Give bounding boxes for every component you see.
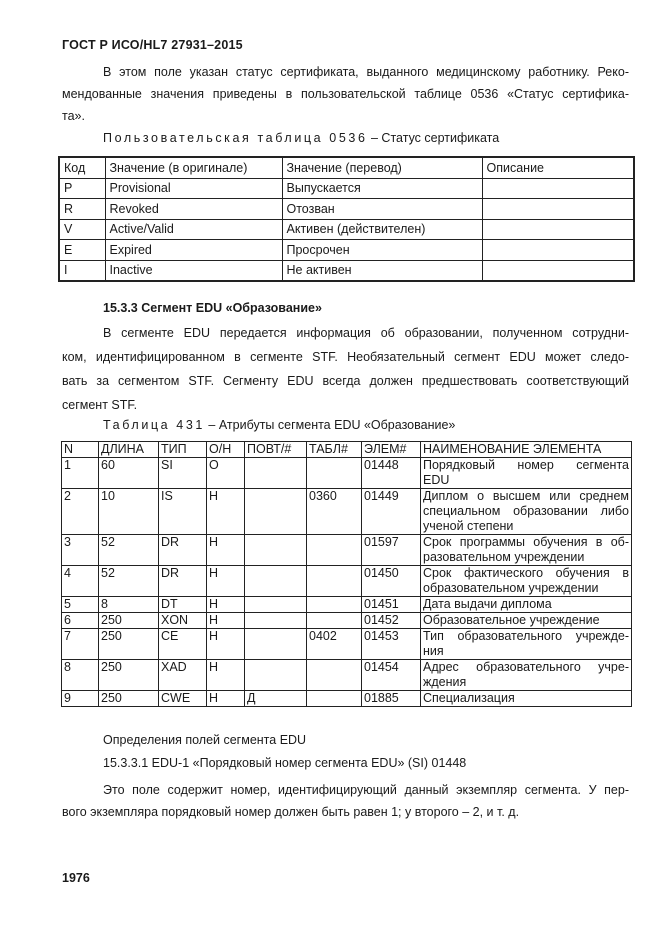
translation-cell: Отозван bbox=[282, 199, 482, 220]
table1-caption bbox=[103, 131, 499, 145]
edu-table-body bbox=[62, 458, 632, 707]
element-name-cell bbox=[421, 566, 632, 597]
text-line: вать за сегментом STF. Сегменту EDU всегда должен предшествовать соответствующий bbox=[62, 374, 629, 388]
element-cell: 01454 bbox=[362, 660, 421, 691]
code-cell: E bbox=[59, 240, 105, 261]
text-line: та». bbox=[62, 109, 85, 123]
table-row bbox=[62, 489, 632, 535]
table-row bbox=[59, 219, 634, 240]
table-row bbox=[62, 660, 632, 691]
row-number-cell: 4 bbox=[62, 566, 99, 597]
section-title: 15.3.3 Сегмент EDU «Образование» bbox=[103, 301, 322, 315]
repeat-cell bbox=[245, 489, 307, 535]
table-row bbox=[59, 240, 634, 261]
table-cell bbox=[307, 535, 362, 566]
translation-cell: Не активен bbox=[282, 260, 482, 281]
type-cell: XAD bbox=[159, 660, 207, 691]
length-cell: 10 bbox=[99, 489, 159, 535]
row-number-cell: 8 bbox=[62, 660, 99, 691]
repeat-cell: Д bbox=[245, 691, 307, 707]
code-cell: I bbox=[59, 260, 105, 281]
original-value-cell: Revoked bbox=[105, 199, 282, 220]
element-cell: 01885 bbox=[362, 691, 421, 707]
description-cell bbox=[482, 260, 634, 281]
row-number-cell: 7 bbox=[62, 629, 99, 660]
element-name-cell bbox=[421, 458, 632, 489]
header-cell: ТАБЛ# bbox=[307, 442, 362, 458]
table-row bbox=[59, 178, 634, 199]
intro-paragraph bbox=[62, 61, 629, 127]
element-name-line: ния bbox=[423, 644, 444, 658]
description-cell bbox=[482, 240, 634, 261]
edu-attributes-table bbox=[61, 441, 632, 707]
text-line: Это поле содержит номер, идентифицирующий данный экземпляр сегмента. У пер- bbox=[103, 783, 629, 797]
type-cell: DR bbox=[159, 535, 207, 566]
description-cell bbox=[482, 219, 634, 240]
code-cell: P bbox=[59, 178, 105, 199]
definitions-title: Определения полей сегмента EDU bbox=[103, 733, 307, 747]
table-cell: 0360 bbox=[307, 489, 362, 535]
text-line: вого экземпляра порядковый номер должен быть равен 1; у второго – 2, и т. д. bbox=[62, 805, 520, 819]
original-value-cell: Active/Valid bbox=[105, 219, 282, 240]
table-row bbox=[62, 458, 632, 489]
table-row bbox=[62, 613, 632, 629]
element-name-cell bbox=[421, 691, 632, 707]
translation-cell: Активен (действителен) bbox=[282, 219, 482, 240]
element-name-line: EDU bbox=[423, 473, 450, 487]
element-name-line: специальном образовании либо bbox=[423, 504, 629, 518]
element-cell: 01453 bbox=[362, 629, 421, 660]
field-paragraph bbox=[62, 779, 629, 823]
element-name-cell bbox=[421, 613, 632, 629]
header-cell: Значение (в оригинале) bbox=[105, 157, 282, 178]
optionality-cell: О bbox=[207, 458, 245, 489]
optionality-cell: Н bbox=[207, 489, 245, 535]
element-name-line: Срок программы обучения в об- bbox=[423, 535, 629, 549]
table-row bbox=[62, 566, 632, 597]
element-cell: 01597 bbox=[362, 535, 421, 566]
table-header-row bbox=[62, 442, 632, 458]
row-number-cell: 6 bbox=[62, 613, 99, 629]
type-cell: DT bbox=[159, 597, 207, 613]
table-row bbox=[62, 535, 632, 566]
element-name-line: разовательном учреждении bbox=[423, 550, 585, 564]
text-line: В этом поле указан статус сертификата, выданного медицинскому работнику. Реко- bbox=[103, 65, 629, 79]
element-name-line: Адрес образовательного учре- bbox=[423, 660, 629, 674]
caption-label: Таблица 431 bbox=[103, 418, 205, 432]
text-line: В сегменте EDU передается информация об образовании, полученном сотрудни- bbox=[103, 326, 629, 340]
element-name-line: Образовательное учреждение bbox=[423, 613, 600, 627]
element-name-line: Дата выдачи диплома bbox=[423, 597, 552, 611]
certificate-status-table bbox=[58, 156, 635, 282]
element-name-cell bbox=[421, 597, 632, 613]
translation-cell: Просрочен bbox=[282, 240, 482, 261]
element-name-cell bbox=[421, 629, 632, 660]
element-cell: 01448 bbox=[362, 458, 421, 489]
description-cell bbox=[482, 178, 634, 199]
description-cell bbox=[482, 199, 634, 220]
caption-label: Пользовательская таблица 0536 bbox=[103, 131, 368, 145]
repeat-cell bbox=[245, 629, 307, 660]
document-header: ГОСТ Р ИСО/HL7 27931–2015 bbox=[62, 38, 243, 52]
length-cell: 250 bbox=[99, 660, 159, 691]
element-name-line: ждения bbox=[423, 675, 467, 689]
element-cell: 01450 bbox=[362, 566, 421, 597]
table-cell bbox=[307, 597, 362, 613]
repeat-cell bbox=[245, 535, 307, 566]
element-name-line: Специализация bbox=[423, 691, 515, 705]
length-cell: 52 bbox=[99, 535, 159, 566]
type-cell: SI bbox=[159, 458, 207, 489]
optionality-cell: Н bbox=[207, 629, 245, 660]
length-cell: 8 bbox=[99, 597, 159, 613]
table-cell bbox=[307, 691, 362, 707]
optionality-cell: Н bbox=[207, 660, 245, 691]
row-number-cell: 1 bbox=[62, 458, 99, 489]
element-name-line: Тип образовательного учрежде- bbox=[423, 629, 629, 643]
table-row bbox=[62, 629, 632, 660]
code-cell: V bbox=[59, 219, 105, 240]
caption-text: – Статус сертификата bbox=[367, 131, 500, 145]
table-cell bbox=[307, 458, 362, 489]
type-cell: XON bbox=[159, 613, 207, 629]
optionality-cell: Н bbox=[207, 691, 245, 707]
text-line: мендованные значения приведены в пользовательской таблице 0536 «Статус сертифика- bbox=[62, 87, 629, 101]
table-header-row bbox=[59, 157, 634, 178]
original-value-cell: Provisional bbox=[105, 178, 282, 199]
row-number-cell: 3 bbox=[62, 535, 99, 566]
optionality-cell: Н bbox=[207, 597, 245, 613]
element-cell: 01452 bbox=[362, 613, 421, 629]
text-line: сегмент STF. bbox=[62, 398, 138, 412]
text-line: ком, идентифицированном в сегменте STF. Необязательный сегмент EDU может следо- bbox=[62, 350, 629, 364]
row-number-cell: 2 bbox=[62, 489, 99, 535]
row-number-cell: 5 bbox=[62, 597, 99, 613]
field-title: 15.3.3.1 EDU-1 «Порядковый номер сегмента EDU» (SI) 01448 bbox=[103, 756, 467, 770]
type-cell: CWE bbox=[159, 691, 207, 707]
repeat-cell bbox=[245, 566, 307, 597]
length-cell: 60 bbox=[99, 458, 159, 489]
type-cell: IS bbox=[159, 489, 207, 535]
table-cell bbox=[307, 613, 362, 629]
code-cell: R bbox=[59, 199, 105, 220]
length-cell: 250 bbox=[99, 629, 159, 660]
length-cell: 250 bbox=[99, 613, 159, 629]
table-cell bbox=[307, 566, 362, 597]
header-cell: Значение (перевод) bbox=[282, 157, 482, 178]
original-value-cell: Expired bbox=[105, 240, 282, 261]
edu-paragraph bbox=[62, 321, 629, 417]
table-cell bbox=[307, 660, 362, 691]
element-name-line: образовательном учреждении bbox=[423, 581, 599, 595]
table-row bbox=[62, 597, 632, 613]
repeat-cell bbox=[245, 458, 307, 489]
type-cell: DR bbox=[159, 566, 207, 597]
header-cell: ТИП bbox=[159, 442, 207, 458]
header-cell: Код bbox=[59, 157, 105, 178]
header-cell: ЭЛЕМ# bbox=[362, 442, 421, 458]
header-cell: Описание bbox=[482, 157, 634, 178]
translation-cell: Выпускается bbox=[282, 178, 482, 199]
optionality-cell: Н bbox=[207, 566, 245, 597]
repeat-cell bbox=[245, 660, 307, 691]
length-cell: 250 bbox=[99, 691, 159, 707]
header-cell: О/Н bbox=[207, 442, 245, 458]
repeat-cell bbox=[245, 613, 307, 629]
optionality-cell: Н bbox=[207, 613, 245, 629]
element-name-line: ученой степени bbox=[423, 519, 514, 533]
header-cell: N bbox=[62, 442, 99, 458]
table-row bbox=[59, 260, 634, 281]
table2-caption bbox=[103, 418, 455, 432]
element-name-line: Диплом о высшем или среднем bbox=[423, 489, 629, 503]
row-number-cell: 9 bbox=[62, 691, 99, 707]
header-cell: ДЛИНА bbox=[99, 442, 159, 458]
table-cell: 0402 bbox=[307, 629, 362, 660]
element-cell: 01451 bbox=[362, 597, 421, 613]
element-name-cell bbox=[421, 489, 632, 535]
element-name-cell bbox=[421, 535, 632, 566]
type-cell: CE bbox=[159, 629, 207, 660]
table-row bbox=[59, 199, 634, 220]
length-cell: 52 bbox=[99, 566, 159, 597]
element-name-line: Порядковый номер сегмента bbox=[423, 458, 629, 472]
element-cell: 01449 bbox=[362, 489, 421, 535]
header-cell: НАИМЕНОВАНИЕ ЭЛЕМЕНТА bbox=[421, 442, 632, 458]
caption-text: – Атрибуты сегмента EDU «Образование» bbox=[204, 418, 456, 432]
repeat-cell bbox=[245, 597, 307, 613]
element-name-line: Срок фактического обучения в bbox=[423, 566, 629, 580]
header-cell: ПОВТ/# bbox=[245, 442, 307, 458]
page-number: 1976 bbox=[62, 871, 90, 885]
original-value-cell: Inactive bbox=[105, 260, 282, 281]
table-row bbox=[62, 691, 632, 707]
optionality-cell: Н bbox=[207, 535, 245, 566]
element-name-cell bbox=[421, 660, 632, 691]
